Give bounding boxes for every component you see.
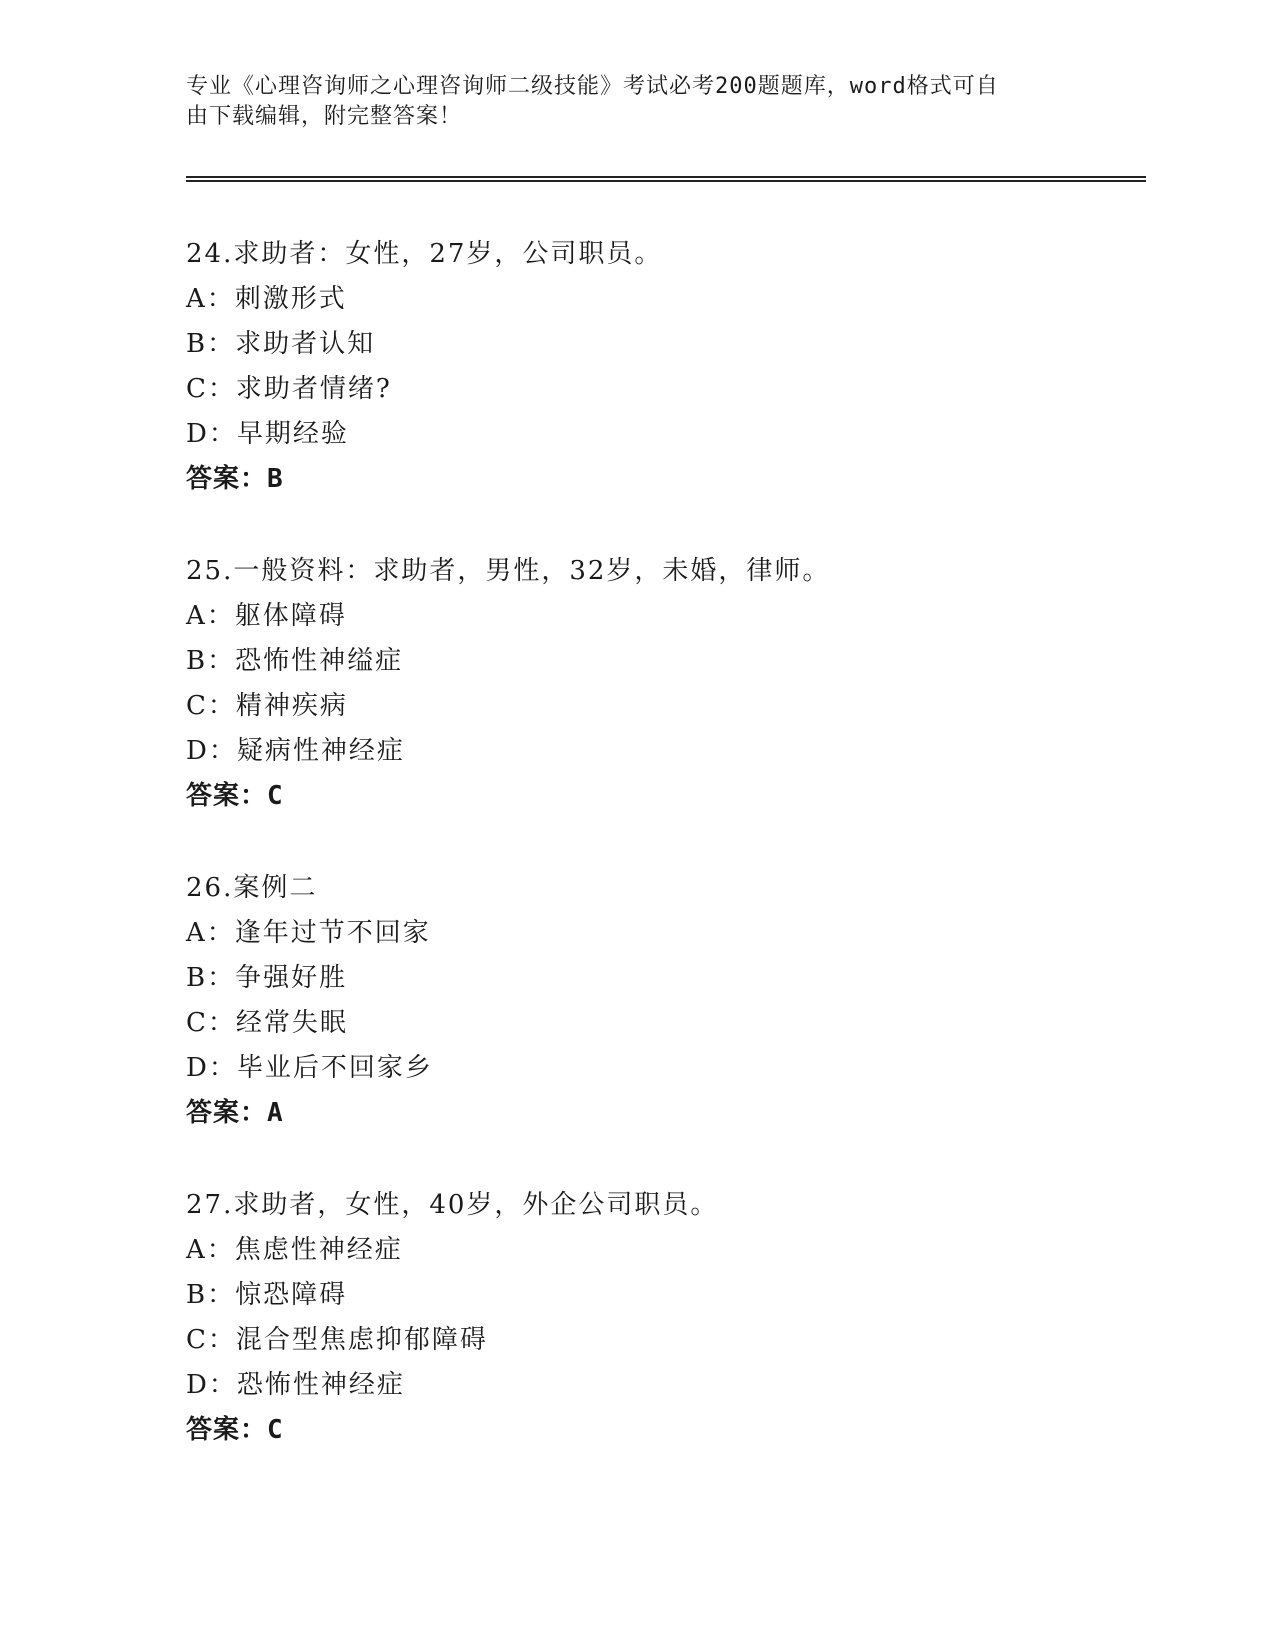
option-d: D：疑病性神经症 [186, 736, 405, 766]
option-c: C：经常失眠 [186, 1008, 348, 1038]
option-b: B：求助者认知 [186, 329, 376, 359]
question-block [186, 232, 1146, 502]
question-block [186, 866, 1146, 1136]
answer-line [186, 774, 1146, 819]
question-stem: 27.求助者，女性，40岁，外企公司职员。 [186, 1190, 719, 1220]
answer-value: C [267, 781, 284, 811]
option-b: B：惊恐障碍 [186, 1280, 348, 1310]
question-stem: 26.案例二 [186, 873, 318, 903]
answer-value: C [267, 1415, 284, 1445]
header-line-1: 专业《心理咨询师之心理咨询师二级技能》考试必考200题题库，word格式可自 [186, 74, 999, 99]
question-block [186, 1183, 1146, 1453]
option-b: B：恐怖性神缢症 [186, 646, 404, 676]
answer-label: 答案： [186, 1098, 268, 1128]
option-d: D：恐怖性神经症 [186, 1370, 405, 1400]
option-d: D：早期经验 [186, 419, 349, 449]
question-stem: 25.一般资料：求助者，男性，32岁，未婚，律师。 [186, 556, 831, 586]
answer-value: A [267, 1098, 284, 1128]
question-stem: 24.求助者：女性，27岁，公司职员。 [186, 239, 663, 269]
option-a: A：逢年过节不回家 [186, 918, 431, 948]
answer-line [186, 457, 1146, 502]
option-c: C：精神疾病 [186, 691, 348, 721]
option-a: A：躯体障碍 [186, 601, 347, 631]
option-a: A：刺激形式 [186, 284, 347, 314]
answer-label: 答案： [186, 464, 268, 494]
option-b: B：争强好胜 [186, 963, 348, 993]
answer-value: B [267, 464, 284, 494]
option-c: C：混合型焦虑抑郁障碍 [186, 1325, 488, 1355]
document-header [186, 72, 1086, 132]
header-line-2: 由下载编辑，附完整答案！ [186, 104, 463, 129]
answer-line [186, 1091, 1146, 1136]
answer-label: 答案： [186, 781, 268, 811]
question-block [186, 549, 1146, 819]
answer-line [186, 1408, 1146, 1453]
answer-label: 答案： [186, 1415, 268, 1445]
header-divider [186, 176, 1146, 182]
option-d: D：毕业后不回家乡 [186, 1053, 433, 1083]
option-c: C：求助者情绪? [186, 374, 392, 404]
option-a: A：焦虑性神经症 [186, 1235, 403, 1265]
